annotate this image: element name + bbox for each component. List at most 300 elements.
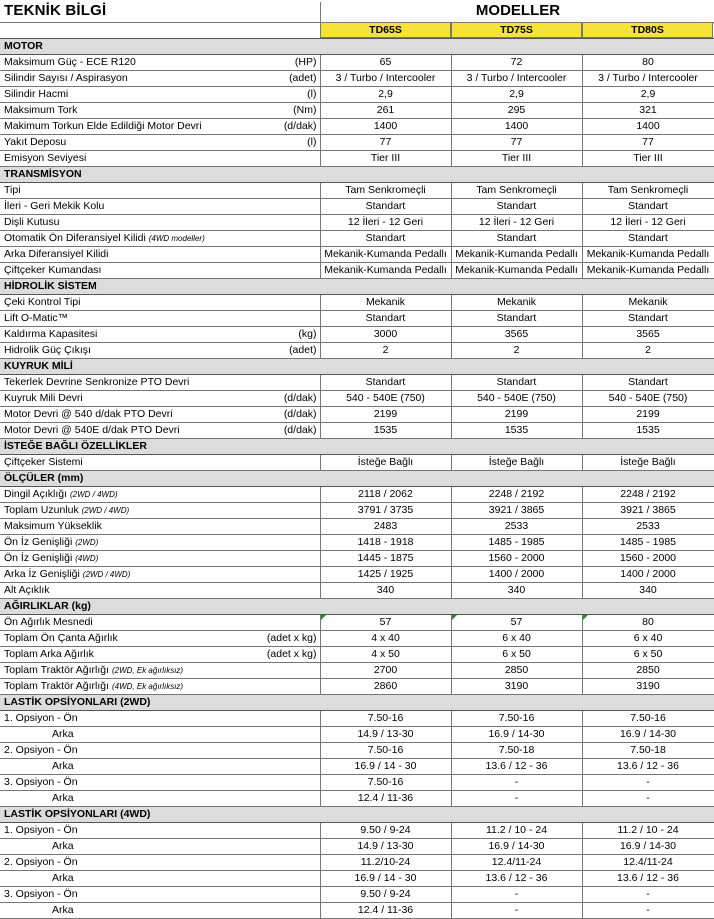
spec-label-text: Maksimum Tork (4, 104, 78, 116)
spec-label (0, 263, 245, 279)
spec-value: 80 (582, 615, 714, 631)
spec-label (0, 87, 245, 103)
section-title: LASTİK OPSİYONLARI (2WD) (0, 695, 714, 711)
spec-value: Tier III (320, 151, 451, 167)
spec-label-text: Arka (52, 904, 74, 916)
section-header (0, 599, 714, 615)
table-row (0, 903, 714, 919)
spec-label-text: Ön İz Genişliği (4, 552, 73, 564)
table-row (0, 519, 714, 535)
spec-unit (245, 247, 320, 263)
spec-unit (245, 839, 320, 855)
spec-value: - (451, 791, 582, 807)
spec-value: - (582, 887, 714, 903)
spec-label-text: Arka İz Genişliği (4, 568, 80, 580)
spec-value: 12 İleri - 12 Geri (320, 215, 451, 231)
spec-unit: (d/dak) (245, 407, 320, 423)
spec-note: (2WD / 4WD) (81, 506, 130, 515)
spec-label-text: Arka (52, 840, 74, 852)
spec-unit (245, 183, 320, 199)
table-row (0, 887, 714, 903)
spec-unit (245, 551, 320, 567)
spec-value: 14.9 / 13-30 (320, 839, 451, 855)
models-heading: MODELLER (320, 2, 714, 22)
spec-unit (245, 455, 320, 471)
spec-unit (245, 375, 320, 391)
table-row (0, 551, 714, 567)
spec-unit: (adet x kg) (245, 647, 320, 663)
spec-value: 77 (582, 135, 714, 151)
spec-value: 9.50 / 9-24 (320, 823, 451, 839)
spec-value: 7.50-16 (320, 743, 451, 759)
spec-value: 1560 - 2000 (451, 551, 582, 567)
spec-value: 6 x 40 (582, 631, 714, 647)
spec-value: 4 x 50 (320, 647, 451, 663)
spec-value: Standart (582, 199, 714, 215)
spec-value: Standart (451, 375, 582, 391)
section-header (0, 39, 714, 55)
spec-unit (245, 583, 320, 599)
spec-label (0, 791, 245, 807)
spec-value: Mekanik (582, 295, 714, 311)
spec-label-text: Makimum Torkun Elde Edildiği Motor Devri (4, 120, 202, 132)
spec-value: 2533 (451, 519, 582, 535)
spec-note: (2WD, Ek ağırlıksız) (111, 666, 184, 675)
spec-unit (245, 487, 320, 503)
spec-value: 16.9 / 14-30 (451, 839, 582, 855)
spec-value: İsteğe Bağlı (451, 455, 582, 471)
spec-label (0, 55, 245, 71)
table-row (0, 87, 714, 103)
spec-unit (245, 263, 320, 279)
spec-value: Standart (451, 231, 582, 247)
table-row (0, 327, 714, 343)
spec-value: 2 (582, 343, 714, 359)
spec-label-text: Arka Diferansiyel Kilidi (4, 248, 109, 260)
spec-label (0, 487, 245, 503)
table-row (0, 535, 714, 551)
spec-value: 1400 / 2000 (451, 567, 582, 583)
spec-value: 340 (451, 583, 582, 599)
spec-value: Standart (582, 375, 714, 391)
spec-unit (245, 199, 320, 215)
spec-unit: (adet) (245, 343, 320, 359)
spec-unit: (adet) (245, 71, 320, 87)
spec-unit: (d/dak) (245, 391, 320, 407)
spec-unit (245, 663, 320, 679)
spec-label (0, 855, 245, 871)
spec-value: Standart (451, 199, 582, 215)
spec-value: 2850 (451, 663, 582, 679)
spec-unit (245, 903, 320, 919)
table-row (0, 679, 714, 695)
spec-unit: (adet x kg) (245, 631, 320, 647)
spec-value: 2860 (320, 679, 451, 695)
spec-table (0, 38, 714, 919)
spec-value: - (451, 887, 582, 903)
table-row (0, 391, 714, 407)
spec-label-text: Maksimum Yükseklik (4, 520, 102, 532)
spec-label (0, 295, 245, 311)
spec-label (0, 647, 245, 663)
spec-label (0, 839, 245, 855)
spec-label (0, 615, 245, 631)
spec-value: 2 (451, 343, 582, 359)
spec-value: 3565 (582, 327, 714, 343)
spec-unit: (l) (245, 135, 320, 151)
spec-value: 14.9 / 13-30 (320, 727, 451, 743)
table-row (0, 823, 714, 839)
spec-value: Standart (582, 311, 714, 327)
spec-unit (245, 887, 320, 903)
table-row (0, 55, 714, 71)
spec-label-text: Motor Devri @ 540E d/dak PTO Devri (4, 424, 180, 436)
spec-label-text: 2. Opsiyon - Ön (4, 856, 78, 868)
spec-value: İsteğe Bağlı (320, 455, 451, 471)
spec-unit (245, 503, 320, 519)
spec-label (0, 455, 245, 471)
spec-value: 2199 (320, 407, 451, 423)
spec-label-text: Otomatik Ön Diferansiyel Kilidi (4, 232, 146, 244)
section-header (0, 439, 714, 455)
spec-label-text: 3. Opsiyon - Ön (4, 888, 78, 900)
spec-label-text: Ön Ağırlık Mesnedi (4, 616, 93, 628)
spec-label-text: Dişli Kutusu (4, 216, 60, 228)
spec-unit: (Nm) (245, 103, 320, 119)
spec-value: 295 (451, 103, 582, 119)
spec-value: İsteğe Bağlı (582, 455, 714, 471)
spec-value: 2199 (451, 407, 582, 423)
spec-unit (245, 295, 320, 311)
spec-value: 1400 / 2000 (582, 567, 714, 583)
spec-value: Tam Senkromeçli (582, 183, 714, 199)
spec-value: - (582, 775, 714, 791)
spec-value: 6 x 50 (582, 647, 714, 663)
spec-value: 16.9 / 14-30 (451, 727, 582, 743)
section-header (0, 359, 714, 375)
spec-unit (245, 855, 320, 871)
spec-value: Mekanik-Kumanda Pedallı (320, 263, 451, 279)
spec-label-text: Maksimum Güç - ECE R120 (4, 56, 136, 68)
spec-unit (245, 567, 320, 583)
spec-value: 57 (451, 615, 582, 631)
spec-value: Tier III (582, 151, 714, 167)
spec-value: 12.4 / 11-36 (320, 791, 451, 807)
table-row (0, 263, 714, 279)
spec-label (0, 679, 245, 695)
spec-label-text: Toplam Traktör Ağırlığı (4, 680, 110, 692)
spec-value: Standart (582, 231, 714, 247)
table-row (0, 183, 714, 199)
table-row (0, 775, 714, 791)
table-row (0, 151, 714, 167)
spec-value: 2,9 (320, 87, 451, 103)
spec-value: 6 x 40 (451, 631, 582, 647)
spec-value: 1485 - 1985 (451, 535, 582, 551)
spec-value: 1445 - 1875 (320, 551, 451, 567)
spec-label-text: Arka (52, 872, 74, 884)
spec-value: 12.4 / 11-36 (320, 903, 451, 919)
section-header (0, 695, 714, 711)
spec-label (0, 71, 245, 87)
spec-label (0, 135, 245, 151)
spec-value: 16.9 / 14-30 (582, 727, 714, 743)
spec-value: 7.50-16 (451, 711, 582, 727)
spec-value: Standart (320, 199, 451, 215)
spec-label-text: Çiftçeker Kumandası (4, 264, 102, 276)
spec-label-text: Ön İz Genişliği (4, 536, 73, 548)
model-name: TD80S (582, 22, 713, 38)
table-row (0, 199, 714, 215)
spec-value: 2,9 (451, 87, 582, 103)
spec-value: 9.50 / 9-24 (320, 887, 451, 903)
table-row (0, 567, 714, 583)
spec-note: (2WD) (75, 538, 99, 547)
table-row (0, 455, 714, 471)
spec-value: 4 x 40 (320, 631, 451, 647)
spec-unit (245, 791, 320, 807)
spec-value: 7.50-18 (582, 743, 714, 759)
section-title: İSTEĞE BAĞLI ÖZELLİKLER (0, 439, 714, 455)
spec-label (0, 423, 245, 439)
spec-value: 12.4/11-24 (582, 855, 714, 871)
spec-value: 3190 (582, 679, 714, 695)
spec-label-text: Kuyruk Mili Devri (4, 392, 83, 404)
spec-value: 12 İleri - 12 Geri (582, 215, 714, 231)
spec-value: 2 (320, 343, 451, 359)
model-name: TD75S (451, 22, 582, 38)
spec-unit: (l) (245, 87, 320, 103)
spec-unit: (d/dak) (245, 423, 320, 439)
spec-label (0, 727, 245, 743)
spec-label-text: 1. Opsiyon - Ön (4, 824, 78, 836)
spec-unit (245, 215, 320, 231)
spec-value: - (451, 775, 582, 791)
spec-label (0, 759, 245, 775)
spec-value: 540 - 540E (750) (320, 391, 451, 407)
spec-label-text: Çeki Kontrol Tipi (4, 296, 81, 308)
spec-unit (245, 231, 320, 247)
spec-label-text: Alt Açıklık (4, 584, 50, 596)
spec-note: (2WD / 4WD) (69, 490, 118, 499)
spec-value: 2248 / 2192 (582, 487, 714, 503)
section-header (0, 807, 714, 823)
spec-value: 1400 (451, 119, 582, 135)
spec-value: 80 (582, 55, 714, 71)
page-title: TEKNİK BİLGİ (4, 2, 107, 19)
spec-label-text: Toplam Arka Ağırlık (4, 648, 94, 660)
spec-label-text: Dingil Açıklığı (4, 488, 68, 500)
spec-label-text: Tipi (4, 184, 21, 196)
table-row (0, 839, 714, 855)
spec-value: 3565 (451, 327, 582, 343)
spec-value: 65 (320, 55, 451, 71)
spec-value: 1560 - 2000 (582, 551, 714, 567)
spec-unit (245, 759, 320, 775)
spec-label (0, 551, 245, 567)
spec-value: 2700 (320, 663, 451, 679)
table-row (0, 103, 714, 119)
table-row (0, 871, 714, 887)
spec-label-text: Tekerlek Devrine Senkronize PTO Devri (4, 376, 190, 388)
spec-value: Tam Senkromeçli (320, 183, 451, 199)
model-name: TD65S (320, 22, 451, 38)
spec-label (0, 375, 245, 391)
table-row (0, 727, 714, 743)
spec-unit (245, 727, 320, 743)
spec-unit (245, 775, 320, 791)
spec-label-text: Toplam Uzunluk (4, 504, 79, 516)
table-row (0, 583, 714, 599)
spec-label (0, 823, 245, 839)
spec-label (0, 103, 245, 119)
header-bar (0, 0, 714, 23)
spec-value: Mekanik-Kumanda Pedallı (451, 263, 582, 279)
table-row (0, 215, 714, 231)
table-row (0, 631, 714, 647)
spec-value: 261 (320, 103, 451, 119)
spec-value: Standart (320, 375, 451, 391)
spec-value: 340 (320, 583, 451, 599)
spec-label-text: 1. Opsiyon - Ön (4, 712, 78, 724)
spec-value: 2199 (582, 407, 714, 423)
spec-value: 1485 - 1985 (582, 535, 714, 551)
spec-unit (245, 519, 320, 535)
spec-unit (245, 823, 320, 839)
spec-unit: (kg) (245, 327, 320, 343)
section-header (0, 167, 714, 183)
spec-value: Mekanik-Kumanda Pedallı (320, 247, 451, 263)
spec-value: Tam Senkromeçli (451, 183, 582, 199)
spec-value: 7.50-16 (320, 711, 451, 727)
section-title: TRANSMİSYON (0, 167, 714, 183)
spec-value: 3 / Turbo / Intercooler (582, 71, 714, 87)
spec-value: 3000 (320, 327, 451, 343)
spec-label (0, 327, 245, 343)
spec-label-text: 2. Opsiyon - Ön (4, 744, 78, 756)
spec-unit (245, 711, 320, 727)
spec-unit (245, 871, 320, 887)
spec-value: 7.50-18 (451, 743, 582, 759)
spec-label (0, 535, 245, 551)
spec-note: (2WD / 4WD) (82, 570, 131, 579)
table-row (0, 423, 714, 439)
spec-label (0, 663, 245, 679)
spec-unit: (d/dak) (245, 119, 320, 135)
spec-unit (245, 615, 320, 631)
spec-value: 13.6 / 12 - 36 (582, 871, 714, 887)
spec-label (0, 343, 245, 359)
spec-note: (4WD) (75, 554, 99, 563)
spec-label (0, 231, 245, 247)
spec-value: 2,9 (582, 87, 714, 103)
table-row (0, 407, 714, 423)
spec-value: 12.4/11-24 (451, 855, 582, 871)
spec-value: Mekanik (320, 295, 451, 311)
section-title: LASTİK OPSİYONLARI (4WD) (0, 807, 714, 823)
table-row (0, 791, 714, 807)
spec-value: 16.9 / 14-30 (582, 839, 714, 855)
table-row (0, 247, 714, 263)
spec-value: Mekanik (451, 295, 582, 311)
spec-note: (4WD, Ek ağırlıksız) (111, 682, 184, 691)
table-row (0, 71, 714, 87)
spec-label-text: Toplam Ön Çanta Ağırlık (4, 632, 118, 644)
spec-value: 2533 (582, 519, 714, 535)
spec-label-text: Silindir Hacmi (4, 88, 69, 100)
section-title: KUYRUK MİLİ (0, 359, 714, 375)
spec-label (0, 119, 245, 135)
spec-unit (245, 535, 320, 551)
spec-label (0, 631, 245, 647)
spec-label (0, 583, 245, 599)
section-title: MOTOR (0, 39, 714, 55)
spec-label-text: İleri - Geri Mekik Kolu (4, 200, 105, 212)
table-row (0, 711, 714, 727)
spec-value: 1535 (582, 423, 714, 439)
spec-value: 2118 / 2062 (320, 487, 451, 503)
spec-value: 7.50-16 (320, 775, 451, 791)
spec-value: Mekanik-Kumanda Pedallı (582, 247, 714, 263)
spec-label-text: Arka (52, 728, 74, 740)
spec-value: Mekanik-Kumanda Pedallı (451, 247, 582, 263)
spec-value: 72 (451, 55, 582, 71)
spec-label (0, 887, 245, 903)
spec-value: 13.6 / 12 - 36 (582, 759, 714, 775)
section-title: HİDROLİK SİSTEM (0, 279, 714, 295)
spec-value: 3 / Turbo / Intercooler (320, 71, 451, 87)
spec-label-text: Emisyon Seviyesi (4, 152, 87, 164)
spec-value: 6 x 50 (451, 647, 582, 663)
table-row (0, 231, 714, 247)
spec-label-text: Arka (52, 760, 74, 772)
spec-label (0, 743, 245, 759)
table-row (0, 375, 714, 391)
spec-label (0, 903, 245, 919)
spec-value: 1400 (320, 119, 451, 135)
table-row (0, 311, 714, 327)
spec-unit (245, 311, 320, 327)
spec-value: 1400 (582, 119, 714, 135)
spec-label (0, 247, 245, 263)
spec-value: 340 (582, 583, 714, 599)
table-row (0, 855, 714, 871)
spec-value: 2483 (320, 519, 451, 535)
spec-label (0, 407, 245, 423)
spec-value: Standart (451, 311, 582, 327)
table-row (0, 135, 714, 151)
spec-value: - (582, 791, 714, 807)
table-row (0, 663, 714, 679)
spec-value: 1425 / 1925 (320, 567, 451, 583)
spec-label (0, 215, 245, 231)
spec-value: 77 (451, 135, 582, 151)
spec-value: 3 / Turbo / Intercooler (451, 71, 582, 87)
table-row (0, 343, 714, 359)
spec-label (0, 775, 245, 791)
spec-label (0, 151, 245, 167)
spec-label-text: Toplam Traktör Ağırlığı (4, 664, 110, 676)
spec-value: 77 (320, 135, 451, 151)
spec-label-text: Kaldırma Kapasitesi (4, 328, 98, 340)
spec-value: 1418 - 1918 (320, 535, 451, 551)
spec-label-text: Arka (52, 792, 74, 804)
spec-label (0, 567, 245, 583)
spec-label (0, 519, 245, 535)
table-row (0, 487, 714, 503)
spec-label-text: Hidrolik Güç Çıkışı (4, 344, 91, 356)
spec-value: 2850 (582, 663, 714, 679)
